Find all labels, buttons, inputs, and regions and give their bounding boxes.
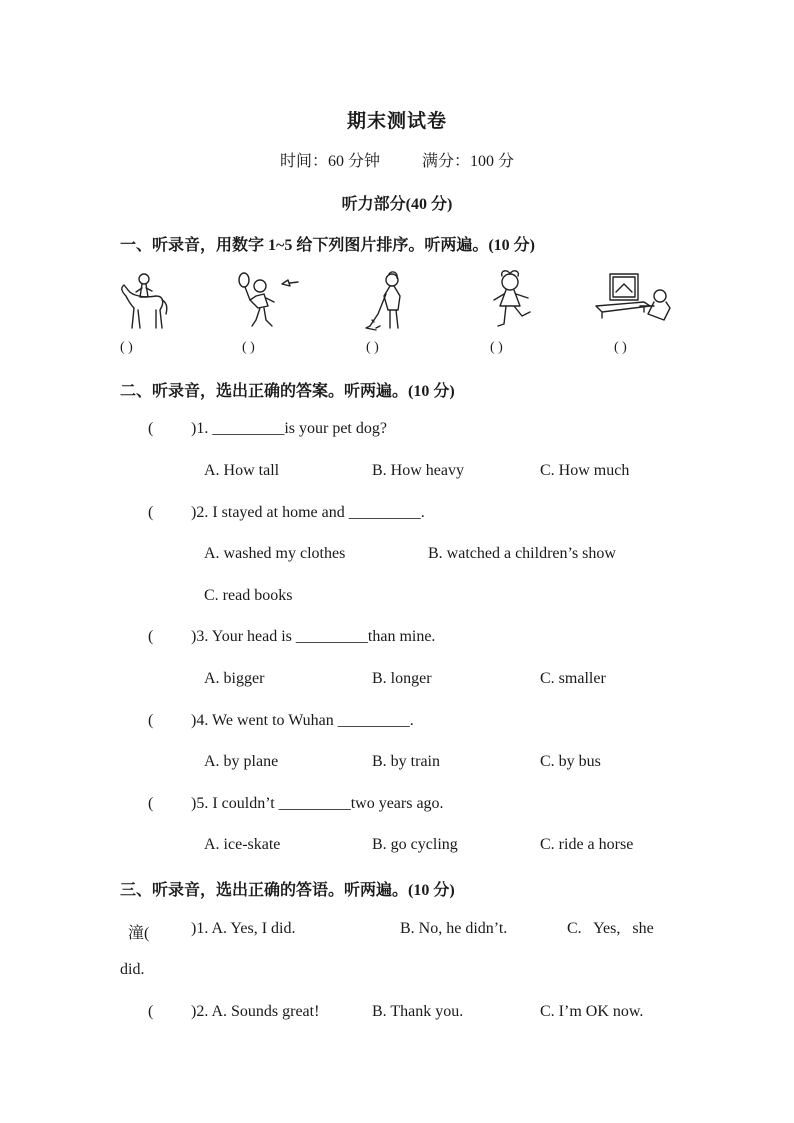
question-stem: )3. Your head is _________than mine. [191,628,436,645]
sweeping-floor-icon [362,270,412,339]
option-c: C. How much [540,462,630,479]
picture2-answer-blank[interactable]: ( ) [242,340,255,355]
option-b: B. Thank you. [372,1003,464,1020]
option-b: B. longer [372,670,432,687]
option-a: A. washed my clothes [204,545,346,562]
riding-horse-icon [116,270,172,337]
dancing-girl-icon [486,270,536,339]
answer-paren[interactable]: ( [148,712,154,729]
section1-heading: 一、听录音，用数字 1~5 给下列图片排序。听两遍。(10 分) [120,237,535,254]
option-c: C. Yes, she [567,920,654,937]
question-stem: )2. A. Sounds great! [191,1003,320,1020]
option-b: B. by train [372,753,440,770]
section3-heading: 三、听录音，选出正确的答语。听两遍。(10 分) [120,882,455,899]
question-stem: )1. A. Yes, I did. [191,920,296,937]
option-b: B. No, he didn’t. [400,920,508,937]
question-stem: )2. I stayed at home and _________. [191,504,425,521]
option-c: C. read books [204,587,293,604]
answer-paren[interactable]: ( [148,420,154,437]
option-a: A. ice-skate [204,836,281,853]
option-c: C. smaller [540,670,606,687]
question-stem: )1. _________is your pet dog? [191,420,387,437]
exam-info [0,148,794,171]
picture3-answer-blank[interactable]: ( ) [366,340,379,355]
full-score: 满分：100 分 [422,153,515,170]
listening-part-title: 听力部分(40 分) [341,196,453,213]
option-b: B. How heavy [372,462,464,479]
answer-paren[interactable]: ( [148,1003,154,1020]
option-b: B. watched a children’s show [428,545,616,562]
question-stem: )5. I couldn’t _________two years ago. [191,795,444,812]
page-title: 期末测试卷 [346,111,447,132]
answer-paren[interactable]: ( [148,628,154,645]
option-a: A. bigger [204,670,265,687]
section2-heading: 二、听录音，选出正确的答案。听两遍。(10 分) [120,383,455,400]
watching-tv-icon [594,270,676,337]
option-c: C. by bus [540,753,601,770]
option-c-continued: did. [120,961,145,978]
picture1-answer-blank[interactable]: ( ) [120,340,133,355]
answer-paren[interactable]: ( [148,795,154,812]
option-b: B. go cycling [372,836,458,853]
option-c: C. I’m OK now. [540,1003,644,1020]
option-a: A. How tall [204,462,280,479]
option-c: C. ride a horse [540,836,634,853]
picture5-answer-blank[interactable]: ( ) [614,340,627,355]
answer-paren[interactable]: ( [148,504,154,521]
playing-badminton-icon [236,270,306,337]
option-a: A. by plane [204,753,279,770]
picture4-answer-blank[interactable]: ( ) [490,340,503,355]
time-limit: 时间：60 分钟 [279,153,380,170]
answer-paren[interactable]: 潼( [128,925,150,942]
question-stem: )4. We went to Wuhan _________. [191,712,414,729]
